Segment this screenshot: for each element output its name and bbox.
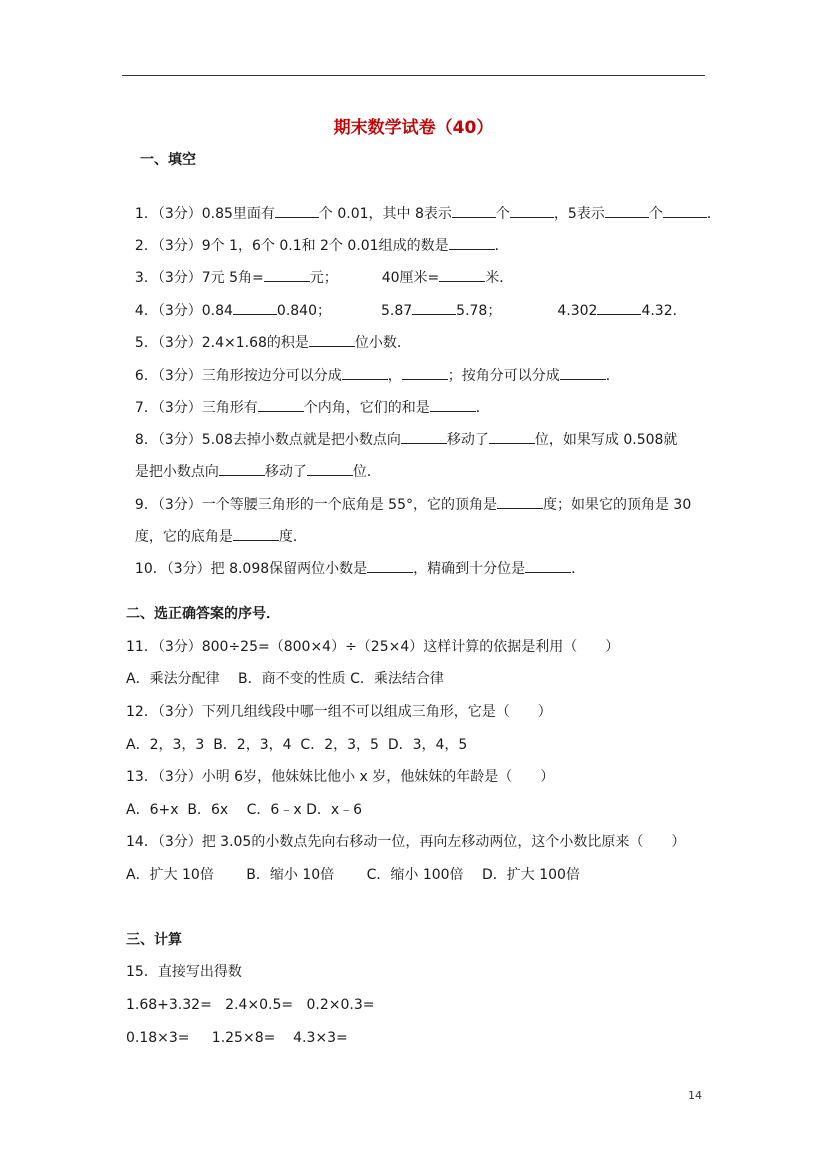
question-1-text-b: 个 0.01，其中 8表示 xyxy=(318,206,452,222)
question-5-text-b: 位小数． xyxy=(354,335,411,351)
question-8-text-f: 位． xyxy=(352,464,381,480)
answer-blank[interactable] xyxy=(439,268,485,282)
question-4-text-e: 4.302 xyxy=(557,303,598,319)
question-1-text-a: 1．（3分）0.85里面有 xyxy=(134,206,275,222)
question-12: 12．（3分）下列几组线段中哪一组不可以组成三角形，它是（ ） xyxy=(126,704,552,720)
question-7-text-c: ． xyxy=(475,400,490,416)
question-4-text-b: 0.840； xyxy=(276,303,331,319)
question-7-text-b: 个内角，它们的和是 xyxy=(303,400,430,416)
question-10-text-b: ，精确到十分位是 xyxy=(413,561,526,577)
question-6-text-d: ． xyxy=(605,368,620,384)
answer-blank[interactable] xyxy=(663,204,707,218)
question-4-text-a: 4．（3分）0.84 xyxy=(134,303,233,319)
question-14-options: A．扩大 10倍 B．缩小 10倍 C．缩小 100倍 D．扩大 100倍 xyxy=(126,867,580,883)
question-11: 11．（3分）800÷25=（800×4）÷（25×4）这样计算的依据是利用（ ） xyxy=(126,639,620,655)
answer-blank[interactable] xyxy=(560,366,606,380)
question-13-options: A．6+x B．6x C．6﹣x D．x﹣6 xyxy=(126,802,363,818)
answer-blank[interactable] xyxy=(219,462,265,476)
question-1-text-c: 个 xyxy=(495,206,510,222)
answer-blank[interactable] xyxy=(605,204,649,218)
answer-blank[interactable] xyxy=(510,204,554,218)
answer-blank[interactable] xyxy=(497,495,543,509)
question-14: 14．（3分）把 3.05的小数点先向右移动一位，再向左移动两位，这个小数比原来（ ） xyxy=(126,834,686,850)
question-5-text-a: 5．（3分）2.4×1.68的积是 xyxy=(134,335,309,351)
question-1-text-e: 个 xyxy=(648,206,663,222)
answer-blank[interactable] xyxy=(412,301,456,315)
question-3-text-d: 米． xyxy=(485,270,514,286)
question-6-text-a: 6．（3分）三角形按边分可以分成 xyxy=(134,368,342,384)
page-title: 期末数学试卷（40） xyxy=(333,118,494,138)
question-3-text-c: 40厘米= xyxy=(381,270,440,286)
question-6-text-c: ；按角分可以分成 xyxy=(447,368,560,384)
answer-blank[interactable] xyxy=(525,559,571,573)
question-15-row-1: 1.68+3.32= 2.4×0.5= 0.2×0.3= xyxy=(126,997,375,1013)
question-4-text-d: 5.78； xyxy=(456,303,502,319)
question-10 xyxy=(126,539,585,579)
answer-blank[interactable] xyxy=(489,430,535,444)
question-3-text-b: 元； xyxy=(309,270,338,286)
question-8-text-c: 位，如果写成 0.508就 xyxy=(534,432,678,448)
answer-blank[interactable] xyxy=(264,268,310,282)
question-9-text-c: 度，它的底角是 xyxy=(134,529,233,545)
question-11-options: A．乘法分配律 B．商不变的性质 C．乘法结合律 xyxy=(126,671,444,687)
question-12-options: A．2，3，3 B．2，3，4 C．2，3，5 D．3，4，5 xyxy=(126,737,468,753)
question-10-text-a: 10．（3分）把 8.098保留两位小数是 xyxy=(134,561,368,577)
question-8-text-d: 是把小数点向 xyxy=(134,464,219,480)
header-rule xyxy=(122,75,705,76)
question-2-text-a: 2．（3分）9个 1，6个 0.1和 2个 0.01组成的数是 xyxy=(134,238,449,254)
section-heading-calc: 三、计算 xyxy=(126,932,182,948)
question-3-text-a: 3．（3分）7元 5角= xyxy=(134,270,264,286)
question-8-text-e: 移动了 xyxy=(264,464,307,480)
question-9-text-a: 9．（3分）一个等腰三角形的一个底角是 55°，它的顶角是 xyxy=(134,497,497,513)
section-heading-choice: 二、选正确答案的序号． xyxy=(126,606,280,622)
question-7-text-a: 7．（3分）三角形有 xyxy=(134,400,258,416)
question-10-text-c: ． xyxy=(571,561,586,577)
question-9-text-b: 度；如果它的顶角是 30 xyxy=(542,497,692,513)
question-4-text-f: 4.32． xyxy=(641,303,687,319)
answer-blank[interactable] xyxy=(597,301,641,315)
question-15: 15．直接写出得数 xyxy=(126,964,242,980)
question-15-row-2: 0.18×3= 1.25×8= 4.3×3= xyxy=(126,1030,348,1046)
question-8-text-a: 8．（3分）5.08去掉小数点就是把小数点向 xyxy=(134,432,401,448)
answer-blank[interactable] xyxy=(401,430,447,444)
question-13: 13．（3分）小明 6岁，他妹妹比他小 x 岁，他妹妹的年龄是（ ） xyxy=(126,769,555,785)
section-heading-fill: 一、填空 xyxy=(140,152,196,168)
question-2-text-b: ． xyxy=(494,238,509,254)
question-4-text-c: 5.87 xyxy=(381,303,413,319)
question-1-text-d: ，5表示 xyxy=(553,206,605,222)
question-6-text-b: ， xyxy=(387,368,402,384)
page-number: 14 xyxy=(688,1089,702,1102)
answer-blank[interactable] xyxy=(367,559,413,573)
answer-blank[interactable] xyxy=(307,462,353,476)
question-8-text-b: 移动了 xyxy=(446,432,489,448)
question-9-text-d: 度． xyxy=(278,529,307,545)
question-1-text-f: ． xyxy=(706,206,721,222)
answer-blank[interactable] xyxy=(309,333,355,347)
